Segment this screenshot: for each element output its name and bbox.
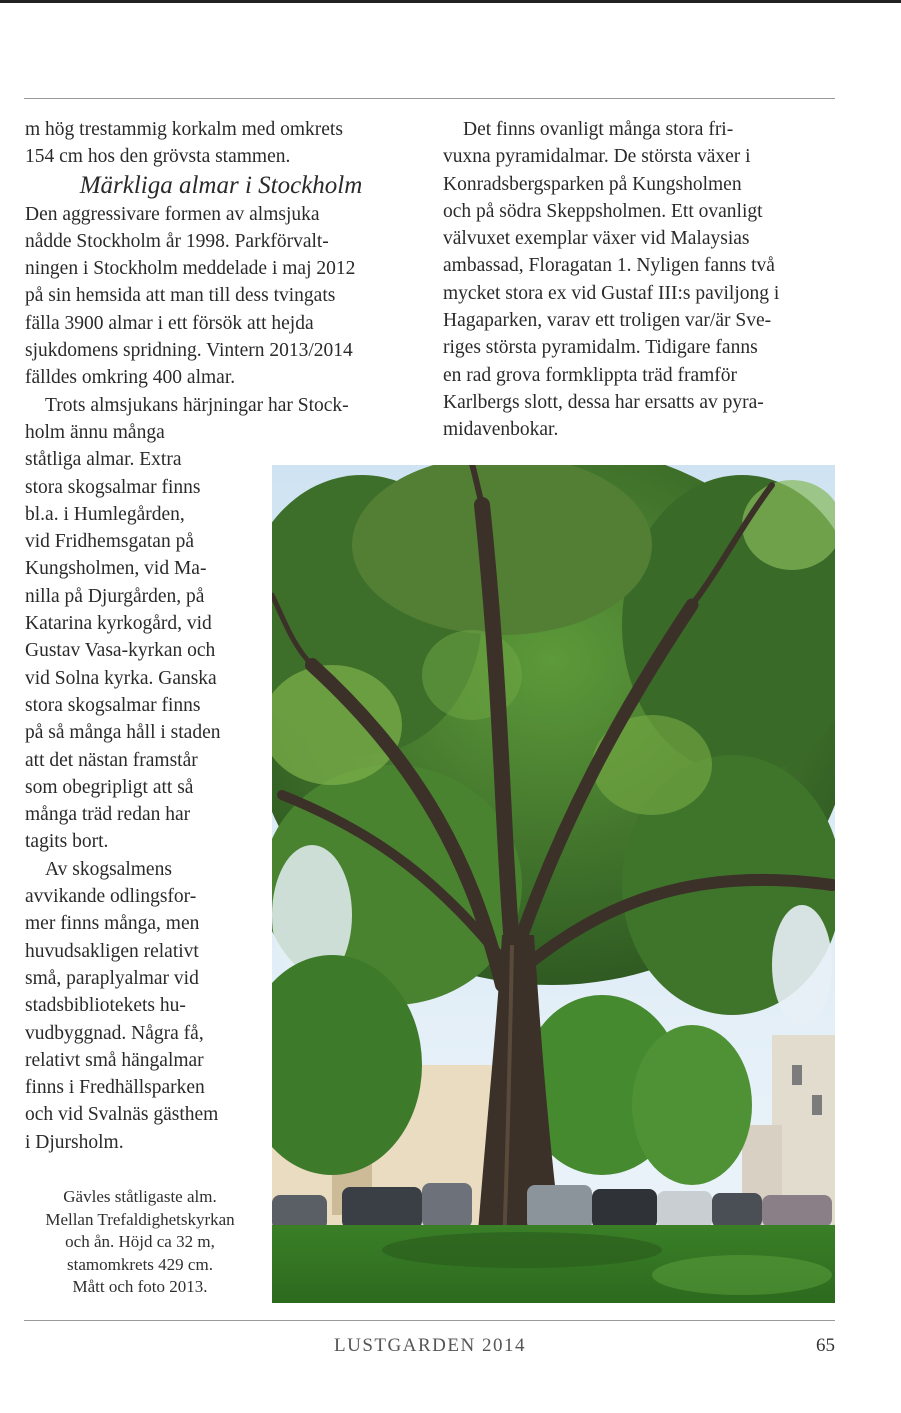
text-line: finns i Fredhällsparken — [25, 1077, 205, 1099]
text-line: Karlbergs slott, dessa har ersatts av pyra- — [443, 391, 764, 413]
intro-line: m hög trestammig korkalm med omkrets — [25, 119, 343, 140]
caption-line: Mått och foto 2013. — [72, 1277, 208, 1297]
top-rule — [24, 98, 835, 99]
text-line: Katarina kyrkogård, vid — [25, 613, 212, 635]
text-line: holm ännu många — [25, 421, 165, 443]
scan-top-edge — [0, 0, 901, 3]
text-line: avvikande odlingsfor- — [25, 886, 197, 908]
paragraph-pyramidalmar — [443, 116, 838, 444]
text-line: stora skogsalmar finns — [25, 694, 201, 716]
text-line: Gustav Vasa-kyrkan och — [25, 640, 216, 662]
text-line: på sin hemsida att man till dess tvingats — [25, 285, 336, 307]
text-line: midavenbokar. — [443, 419, 559, 441]
text-line: sjukdomens spridning. Vintern 2013/2014 — [25, 340, 353, 362]
text-line: huvudsakligen relativt — [25, 940, 199, 962]
text-line: små, paraplyalmar vid — [25, 967, 199, 989]
text-line: ambassad, Floragatan 1. Nyligen fanns två — [443, 255, 775, 277]
text-line: vid Solna kyrka. Ganska — [25, 667, 217, 689]
text-line: att det nästan framstår — [25, 749, 198, 771]
text-line: många träd redan har — [25, 804, 191, 826]
bottom-rule — [24, 1320, 835, 1321]
text-line: Den aggressivare formen av almsjuka — [25, 203, 320, 225]
text-line: Trots almsjukans härjningar har Stock- — [45, 394, 349, 416]
text-line: Hagaparken, varav ett troligen var/är Sve- — [443, 310, 772, 332]
text-line: välvuxet exemplar växer vid Malaysias — [443, 228, 750, 250]
text-line: och på södra Skeppsholmen. Ett ovanligt — [443, 200, 763, 222]
text-line: mer finns många, men — [25, 913, 200, 935]
text-line: Konradsbergsparken på Kungsholmen — [443, 173, 742, 195]
right-column — [443, 116, 838, 444]
text-line: vuxna pyramidalmar. De största växer i — [443, 146, 751, 168]
text-line: vid Fridhemsgatan på — [25, 531, 194, 553]
caption-line: Mellan Trefaldighetskyrkan — [45, 1209, 235, 1229]
text-line: fälla 3900 almar i ett försök att hejda — [25, 312, 314, 334]
text-line: en rad grova formklippta träd framför — [443, 364, 738, 386]
caption-line: och ån. Höjd ca 32 m, — [65, 1232, 215, 1252]
text-line: Det finns ovanligt många stora fri- — [463, 119, 734, 140]
text-line: nilla på Djurgården, på — [25, 585, 205, 607]
text-line: tagits bort. — [25, 831, 109, 853]
intro-line: 154 cm hos den grövsta stammen. — [25, 146, 291, 168]
caption-line: stamomkrets 429 cm. — [67, 1254, 213, 1274]
photo-caption — [24, 1186, 256, 1299]
text-line: ningen i Stockholm meddelade i maj 2012 — [25, 258, 356, 280]
text-line: riges största pyramidalm. Tidigare fanns — [443, 337, 758, 359]
text-line: som obegripligt att så — [25, 776, 194, 798]
text-line: på så många håll i staden — [25, 722, 221, 744]
footer-publication-title: LUSTGARDEN 2014 — [334, 1335, 526, 1356]
text-line: bl.a. i Humlegården, — [25, 503, 185, 525]
text-line: och vid Svalnäs gästhem — [25, 1104, 219, 1126]
text-line: i Djursholm. — [25, 1131, 124, 1153]
elm-tree-photo — [272, 465, 835, 1303]
elm-tree-illustration — [272, 465, 835, 1303]
paragraph-almsjuka — [25, 201, 417, 392]
paragraph-odlingsformer — [25, 856, 255, 1156]
text-line: mycket stora ex vid Gustaf III:s paviljong i — [443, 282, 780, 304]
text-line: nådde Stockholm år 1998. Parkförvalt- — [25, 230, 329, 252]
caption-line: Gävles ståtligaste alm. — [63, 1187, 217, 1206]
text-line: relativt små hängalmar — [25, 1049, 204, 1071]
text-line: Av skogsalmens — [45, 858, 172, 880]
text-line: fälldes omkring 400 almar. — [25, 367, 236, 389]
text-line: Kungsholmen, vid Ma- — [25, 558, 207, 580]
text-line: stora skogsalmar finns — [25, 476, 201, 498]
page-number: 65 — [816, 1335, 835, 1356]
text-line: stadsbibliotekets hu- — [25, 995, 186, 1017]
text-line: vudbyggnad. Några få, — [25, 1022, 204, 1044]
section-heading: Märkliga almar i Stockholm — [79, 171, 363, 199]
text-line: ståtliga almar. Extra — [25, 449, 182, 471]
